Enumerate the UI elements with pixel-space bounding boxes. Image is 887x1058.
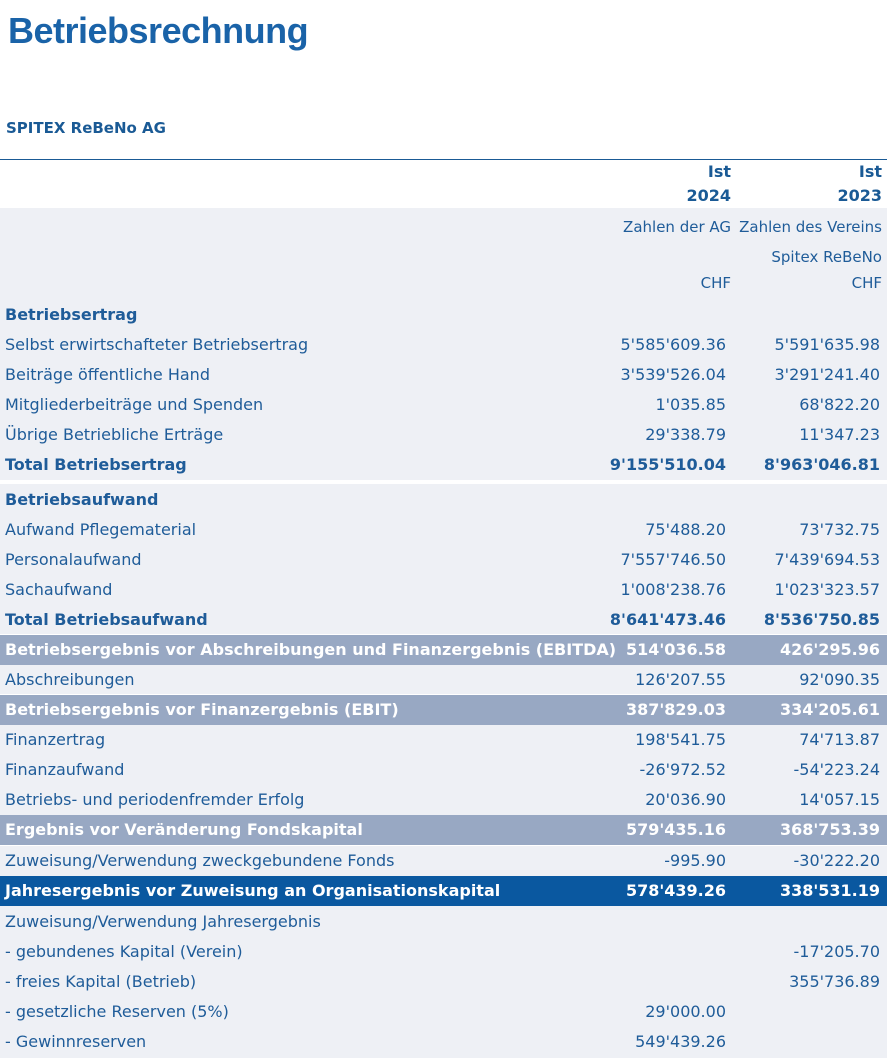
table-row — [0, 937, 887, 967]
col-2024-header-year: 2024 — [686, 186, 731, 205]
value-2023: 355'736.89 — [789, 972, 880, 991]
value-2023: 3'291'241.40 — [774, 365, 880, 384]
row-label: Total Betriebsaufwand — [5, 610, 208, 629]
row-label: Betriebsergebnis vor Finanzergebnis (EBIT) — [5, 700, 399, 719]
value-2023: 8'536'750.85 — [763, 610, 880, 629]
row-label: Mitgliederbeiträge und Spenden — [5, 395, 264, 414]
row-label: Finanzaufwand — [5, 760, 125, 779]
value-2024: 3'539'526.04 — [620, 365, 726, 384]
total-row-betriebsaufwand — [0, 605, 887, 635]
value-2023: 5'591'635.98 — [774, 335, 880, 354]
section-heading-betriebsaufwand — [0, 485, 887, 515]
fonds-result-row — [0, 815, 887, 845]
value-2024: 1'035.85 — [655, 395, 726, 414]
table-row — [0, 967, 887, 997]
value-2024: 20'036.90 — [645, 790, 726, 809]
row-label: Beiträge öffentliche Hand — [5, 365, 210, 384]
page-title: Betriebsrechnung — [8, 10, 309, 51]
row-label: Abschreibungen — [5, 670, 135, 689]
row-label: Selbst erwirtschafteter Betriebsertrag — [5, 335, 309, 354]
row-label: - gesetzliche Reserven (5%) — [5, 1002, 229, 1021]
col-2024-currency: CHF — [700, 274, 731, 292]
row-label: - gebundenes Kapital (Verein) — [5, 942, 243, 961]
table-row — [0, 725, 887, 755]
row-label: Total Betriebsertrag — [5, 455, 187, 474]
row-label: Jahresergebnis vor Zuweisung an Organisationskapital — [5, 881, 501, 900]
col-2024-note: Zahlen der AG — [623, 218, 731, 236]
row-label: Betriebsaufwand — [5, 490, 159, 509]
row-label: Betriebs- und periodenfremder Erfolg — [5, 790, 305, 809]
value-2024: 29'000.00 — [645, 1002, 726, 1021]
value-2023: -17'205.70 — [793, 942, 880, 961]
col-2023-header-year: 2023 — [837, 186, 882, 205]
row-label: Aufwand Pflegematerial — [5, 520, 197, 539]
jahresergebnis-row — [0, 876, 887, 906]
value-2024: 1'008'238.76 — [620, 580, 726, 599]
row-label: Betriebsertrag — [5, 305, 138, 324]
table-row — [0, 1027, 887, 1057]
value-2024: 75'488.20 — [645, 520, 726, 539]
table-row — [0, 545, 887, 575]
row-label: - freies Kapital (Betrieb) — [5, 972, 197, 991]
value-2023: 11'347.23 — [799, 425, 880, 444]
value-2024: 198'541.75 — [635, 730, 726, 749]
value-2023: -54'223.24 — [793, 760, 880, 779]
col-2023-note: Zahlen des Vereins — [739, 218, 882, 236]
value-2024: 514'036.58 — [625, 640, 726, 659]
value-2023: 73'732.75 — [799, 520, 880, 539]
value-2024: -995.90 — [664, 851, 726, 870]
value-2024: 578'439.26 — [625, 881, 726, 900]
value-2023: 92'090.35 — [799, 670, 880, 689]
table-row — [0, 420, 887, 450]
value-2024: 8'641'473.46 — [609, 610, 726, 629]
value-2024: 9'155'510.04 — [609, 455, 726, 474]
value-2023: -30'222.20 — [793, 851, 880, 870]
table-row — [0, 755, 887, 785]
value-2023: 7'439'694.53 — [774, 550, 880, 569]
col-2023-currency: CHF — [851, 274, 882, 292]
value-2023: 368'753.39 — [779, 820, 880, 839]
row-label: Finanzertrag — [5, 730, 106, 749]
value-2023: 338'531.19 — [779, 881, 880, 900]
row-label: Zuweisung/Verwendung zweckgebundene Fonds — [5, 851, 395, 870]
header-divider — [0, 159, 887, 160]
table-row — [0, 515, 887, 545]
value-2024: 549'439.26 — [635, 1032, 726, 1051]
value-2023: 68'822.20 — [799, 395, 880, 414]
table-row — [0, 360, 887, 390]
value-2024: 7'557'746.50 — [620, 550, 726, 569]
value-2024: 5'585'609.36 — [620, 335, 726, 354]
row-label: Zuweisung/Verwendung Jahresergebnis — [5, 912, 321, 931]
value-2024: 579'435.16 — [625, 820, 726, 839]
value-2023: 334'205.61 — [779, 700, 880, 719]
col-2024-header-ist: Ist — [707, 162, 731, 181]
table-row — [0, 785, 887, 815]
col-2023-header-ist: Ist — [858, 162, 882, 181]
value-2023: 14'057.15 — [799, 790, 880, 809]
value-2023: 1'023'323.57 — [774, 580, 880, 599]
value-2024: -26'972.52 — [639, 760, 726, 779]
verwendung-heading-row — [0, 907, 887, 937]
value-2024: 387'829.03 — [625, 700, 726, 719]
value-2023: 74'713.87 — [799, 730, 880, 749]
row-label: Ergebnis vor Veränderung Fondskapital — [5, 820, 363, 839]
table-row — [0, 997, 887, 1027]
ebit-row — [0, 695, 887, 725]
table-row — [0, 390, 887, 420]
value-2024: 29'338.79 — [645, 425, 726, 444]
table-row — [0, 846, 887, 876]
value-2023: 426'295.96 — [779, 640, 880, 659]
total-row-betriebsertrag — [0, 450, 887, 480]
row-label: Betriebsergebnis vor Abschreibungen und Finanzergebnis (EBITDA) — [5, 640, 617, 659]
section-heading-betriebsertrag — [0, 300, 887, 330]
company-name: SPITEX ReBeNo AG — [6, 119, 166, 137]
row-label: Übrige Betriebliche Erträge — [5, 425, 224, 444]
table-row — [0, 330, 887, 360]
table-row — [0, 665, 887, 695]
ebitda-row — [0, 635, 887, 665]
table-row — [0, 575, 887, 605]
row-label: - Gewinnreserven — [5, 1032, 147, 1051]
row-label: Personalaufwand — [5, 550, 142, 569]
value-2024: 126'207.55 — [635, 670, 726, 689]
row-label: Sachaufwand — [5, 580, 113, 599]
col-2023-note2: Spitex ReBeNo — [771, 248, 882, 266]
value-2023: 8'963'046.81 — [763, 455, 880, 474]
